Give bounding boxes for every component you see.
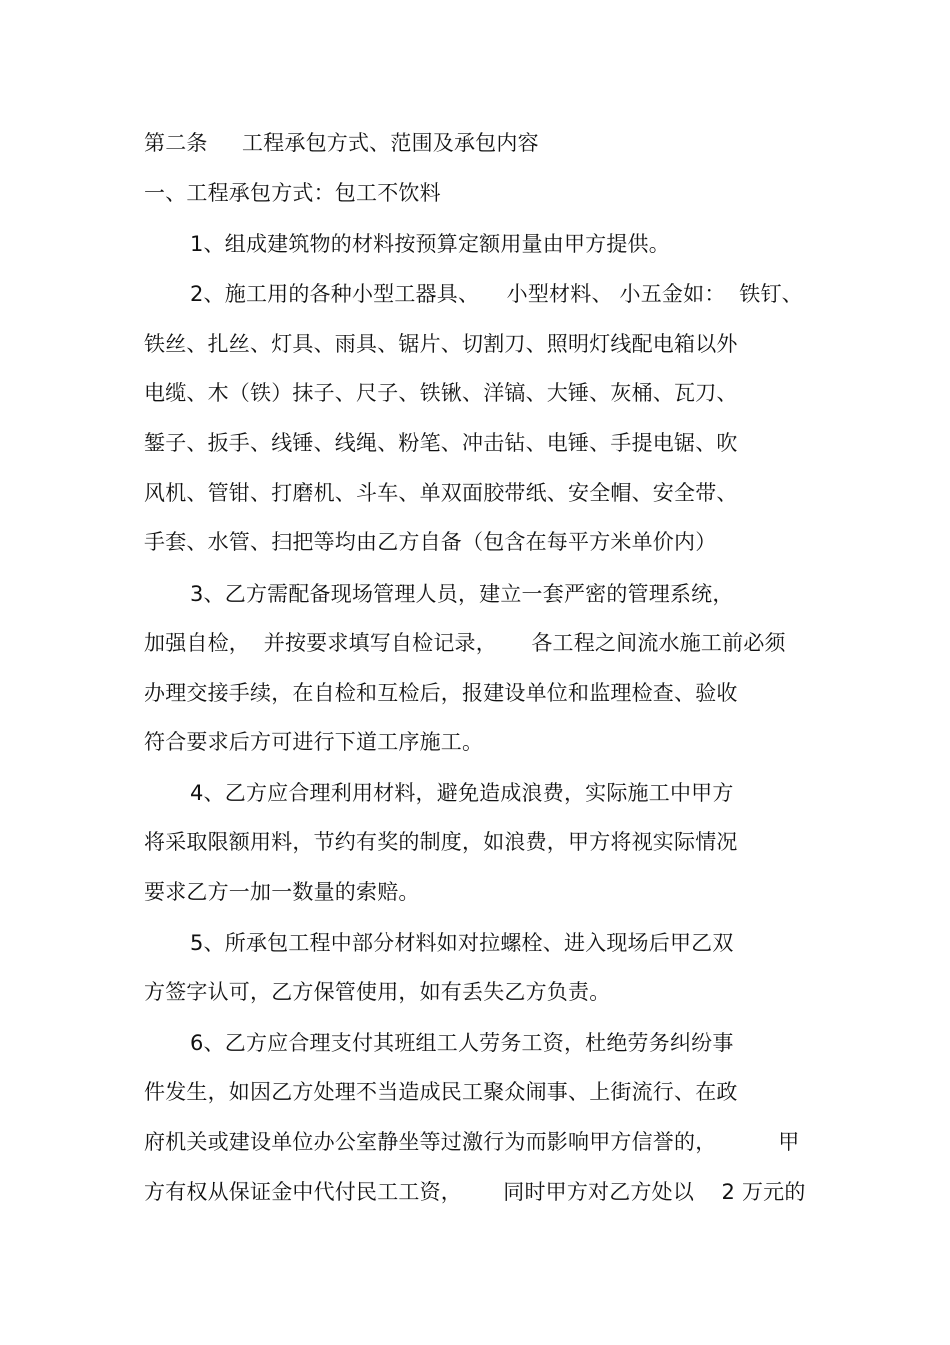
paragraph-line: 办理交接手续，在自检和互检后，报建设单位和监理检查、验收 xyxy=(144,681,738,705)
paragraph-line: 方签字认可，乙方保管使用，如有丢失乙方负责。 xyxy=(144,980,611,1004)
paragraph-line: 3、乙方需配备现场管理人员，建立一套严密的管理系统， xyxy=(190,582,734,606)
section-heading: 一、工程承包方式：包工不饮料 xyxy=(144,181,441,205)
paragraph-line: 要求乙方一加一数量的索赔。 xyxy=(144,880,420,904)
paragraph-line: 4、乙方应合理利用材料，避免造成浪费，实际施工中甲方 xyxy=(190,781,734,805)
paragraph-line: 1、组成建筑物的材料按预算定额用量由甲方提供。 xyxy=(190,232,670,256)
paragraph-line: 府机关或建设单位办公室静坐等过激行为而影响甲方信誉的， 甲 xyxy=(144,1130,800,1154)
article-heading: 第二条 工程承包方式、范围及承包内容 xyxy=(144,131,539,155)
paragraph-line: 件发生，如因乙方处理不当造成民工聚众闹事、上街流行、在政 xyxy=(144,1080,738,1104)
paragraph-line: 风机、管钳、打磨机、斗车、单双面胶带纸、安全帽、安全带、 xyxy=(144,481,738,505)
paragraph-line: 铁丝、扎丝、灯具、雨具、锯片、切割刀、照明灯线配电箱以外 xyxy=(144,332,738,356)
paragraph-line: 加强自检， 并按要求填写自检记录， 各工程之间流水施工前必须 xyxy=(144,631,786,655)
paragraph-line: 錾子、扳手、线锤、线绳、粉笔、冲击钻、电锤、手提电锯、吹 xyxy=(144,431,738,455)
paragraph-line: 手套、水管、扫把等均由乙方自备（包含在每平方米单价内） xyxy=(144,530,717,554)
paragraph-line: 将采取限额用料，节约有奖的制度，如浪费，甲方将视实际情况 xyxy=(144,830,738,854)
paragraph-line: 2、施工用的各种小型工器具、 小型材料、 小五金如： 铁钉、 xyxy=(190,282,803,306)
paragraph-line: 电缆、木（铁）抹子、尺子、铁锹、洋镐、大锤、灰桶、瓦刀、 xyxy=(144,381,738,405)
paragraph-line: 5、所承包工程中部分材料如对拉螺栓、进入现场后甲乙双 xyxy=(190,931,734,955)
paragraph-line: 符合要求后方可进行下道工序施工。 xyxy=(144,730,484,754)
paragraph-line: 6、乙方应合理支付其班组工人劳务工资，杜绝劳务纠纷事 xyxy=(190,1031,734,1055)
paragraph-line: 方有权从保证金中代付民工工资， 同时甲方对乙方处以 2 万元的 xyxy=(144,1180,806,1204)
